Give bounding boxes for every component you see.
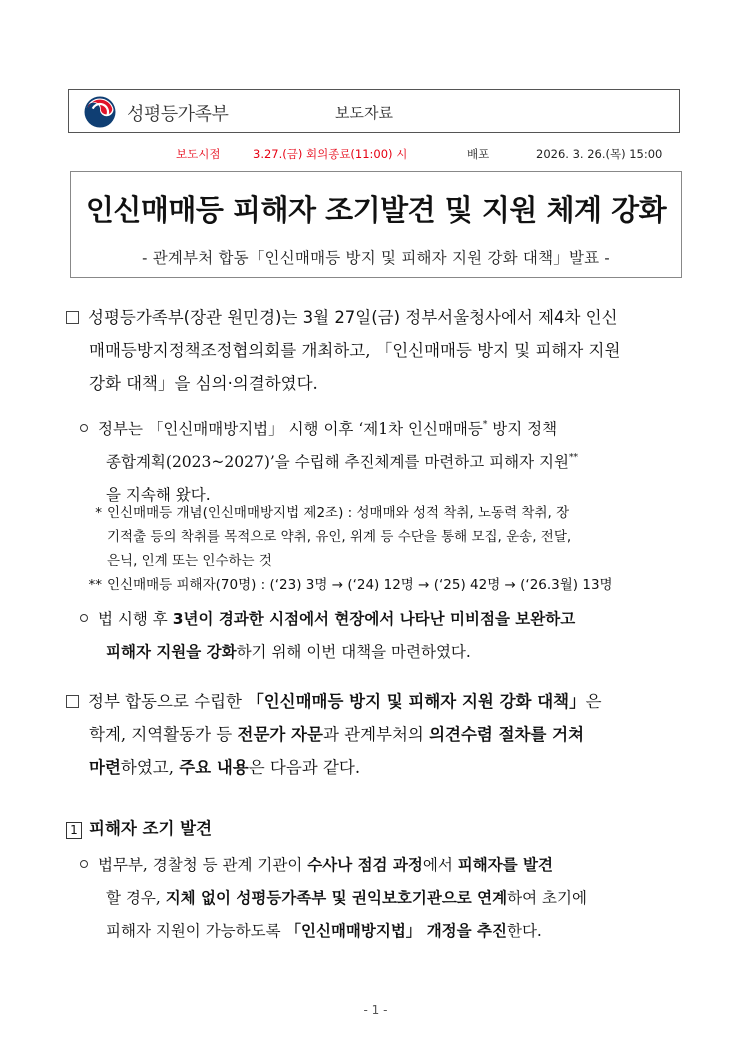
text-run: 하였다. xyxy=(264,374,318,393)
circle-bullet-icon xyxy=(80,860,88,868)
document-type-label: 보도자료 xyxy=(335,104,393,122)
text-run: 하기 위해 이번 대책을 마련하였다. xyxy=(236,643,471,661)
paragraph-line xyxy=(80,446,686,479)
footnote-mark: * xyxy=(95,505,102,521)
footnotes xyxy=(80,501,690,597)
text-run: 「인신매매등 방지 및 피해자 지원 xyxy=(375,341,621,360)
paragraph-line xyxy=(66,334,686,367)
footnote-line xyxy=(80,501,690,525)
paragraph-line xyxy=(66,301,686,334)
footnote-marker: * xyxy=(482,420,488,430)
text-run-bold: 피해자 지원을 강화 xyxy=(106,643,237,661)
paragraph-line xyxy=(80,849,686,882)
text-run-bold: 3년이 경과한 시점에서 현장에서 나타난 미비점을 보완하고 xyxy=(172,610,576,628)
header-box xyxy=(68,89,680,133)
text-run-bold: 전문가 자문 xyxy=(237,725,323,744)
text-run: 피해자 지원이 가능하도록 xyxy=(106,922,286,940)
paragraph-background xyxy=(80,413,686,512)
paragraph-summary xyxy=(66,301,686,400)
paragraph-line xyxy=(80,882,686,915)
footnote-text: 은닉, 인계 또는 인수하는 것 xyxy=(107,553,272,569)
paragraph-line xyxy=(80,915,686,948)
circle-bullet-icon xyxy=(80,424,88,432)
footnote-text: 기적출 등의 착취를 목적으로 약취, 유인, 위계 등 수단을 통해 모집, 운송, 전달, xyxy=(107,529,572,545)
page-number: - 1 - xyxy=(363,1003,388,1017)
text-run: 할 경우, xyxy=(106,889,166,907)
paragraph-overview xyxy=(66,685,686,784)
footnote-marker: ** xyxy=(568,453,578,463)
text-run: 하였고, xyxy=(120,758,180,777)
footnote-line xyxy=(80,525,690,549)
footnote-text: 인신매매등 피해자(70명) : (‘23) 3명 → (‘24) 12명 → (‘25) 42명 → (‘26.3월) 13명 xyxy=(107,577,613,593)
text-run-bold: 「인신매매방지법」 개정을 추진 xyxy=(285,922,507,940)
square-bullet-icon xyxy=(66,311,79,324)
text-run: 에서 xyxy=(422,856,458,874)
text-run-bold: 의견수렴 절차를 거쳐 xyxy=(429,725,585,744)
footnote-line xyxy=(80,549,690,573)
paragraph-line xyxy=(80,603,686,636)
square-bullet-icon xyxy=(66,695,79,708)
paragraph-line xyxy=(66,751,686,784)
paragraph-purpose xyxy=(80,603,686,669)
footnote-mark: ** xyxy=(88,577,102,593)
text-run: 종합계획(2023~2027)’을 수립해 추진체계를 마련하고 피해자 지원 xyxy=(106,453,569,471)
footnote-text: 인신매매등 개념(인신매매방지법 제2조) : 성매매와 성적 착취, 노동력 착취, 장 xyxy=(107,505,570,521)
text-run: 을 지속해 왔다. xyxy=(106,486,211,504)
release-time-label: 보도시점 xyxy=(176,147,221,161)
text-run: 정부 합동으로 수립한 xyxy=(88,692,248,711)
ministry-name: 성평등가족부 xyxy=(127,104,229,125)
text-run: 매매등방지정책조정협의회 xyxy=(89,341,281,360)
distribution-value: 2026. 3. 26.(목) 15:00 xyxy=(536,147,663,161)
distribution-label: 배포 xyxy=(467,147,490,161)
footnote-line xyxy=(80,573,690,597)
paragraph-line xyxy=(66,367,686,400)
section-heading xyxy=(66,815,212,839)
text-run: 방지 정책 xyxy=(487,420,558,438)
circle-bullet-icon xyxy=(80,614,88,622)
taegeuk-emblem-icon xyxy=(83,95,117,129)
text-run: 법 시행 후 xyxy=(98,610,173,628)
paragraph-line xyxy=(80,636,686,669)
text-run: 과 관계부처의 xyxy=(322,725,430,744)
sub-title: - 관계부처 합동「인신매매등 방지 및 피해자 지원 강화 대책」발표 - xyxy=(142,249,610,267)
text-run-bold: 지체 없이 성평등가족부 및 권익보호기관으로 연계 xyxy=(165,889,508,907)
text-run: 학계, 지역활동가 등 xyxy=(89,725,238,744)
section-number-box: 1 xyxy=(66,822,82,839)
text-run-bold: 「인신매매등 방지 및 피해자 지원 강화 대책」 xyxy=(247,692,586,711)
text-run: 를 개최하고, xyxy=(280,341,376,360)
text-run: 성평등가족부(장관 원민경)는 3월 27일(금) 정부서울청사에서 제4차 인신 xyxy=(88,308,618,327)
text-run-bold: 주요 내용 xyxy=(179,758,249,777)
text-run: 법무부, 경찰청 등 관계 기관이 xyxy=(98,856,308,874)
paragraph-early-detection xyxy=(80,849,686,948)
section-title: 피해자 조기 발견 xyxy=(89,819,213,838)
text-run-bold: 수사나 점검 과정 xyxy=(307,856,423,874)
text-run: 하여 초기에 xyxy=(507,889,587,907)
text-run-bold: 마련 xyxy=(89,758,121,777)
paragraph-line xyxy=(66,685,686,718)
text-run: 강화 대책」을 심의·의결 xyxy=(89,374,265,393)
title-box xyxy=(70,171,682,278)
paragraph-line xyxy=(66,718,686,751)
text-run: 은 xyxy=(585,692,602,711)
text-run: 은 다음과 같다. xyxy=(248,758,361,777)
main-title: 인신매매등 피해자 조기발견 및 지원 체계 강화 xyxy=(85,193,667,227)
release-time-value: 3.27.(금) 회의종료(11:00) 시 xyxy=(253,147,408,161)
text-run: 한다. xyxy=(506,922,542,940)
text-run-bold: 피해자를 발견 xyxy=(457,856,553,874)
text-run: 정부는 「인신매매방지법」 시행 이후 ‘제1차 인신매매등 xyxy=(98,420,483,438)
paragraph-line xyxy=(80,413,686,446)
